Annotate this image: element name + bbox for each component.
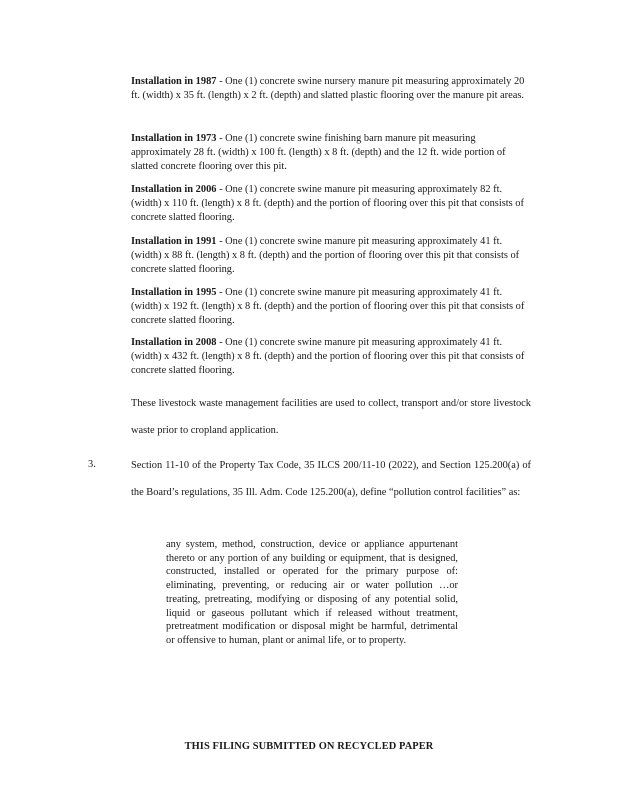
installation-entry-1973 — [131, 132, 531, 175]
installation-description: - One (1) concrete swine manure pit measuring approximately 82 ft. (width) x 110 ft. (length) x 8 ft. (depth) and the portion of flooring over this pit that consists of concrete slatted flooring. — [131, 184, 524, 224]
installation-description: - One (1) concrete swine nursery manure pit measuring approximately 20 ft. (width) x 35 ft. (length) x 2 ft. (depth) and slatted plastic flooring over the manure pit areas. — [131, 76, 525, 102]
installation-entry-1995 — [131, 286, 531, 329]
usage-paragraph: These livestock waste management facilities are used to collect, transport and/or store livestock waste prior to cropland application. — [131, 398, 531, 436]
installation-entry-2006 — [131, 183, 531, 226]
installation-heading: Installation in 2008 — [131, 337, 217, 348]
installation-description: - One (1) concrete swine manure pit measuring approximately 41 ft. (width) x 192 ft. (length) x 8 ft. (depth) and the portion of flooring over this pit that consists of concrete slatted flooring. — [131, 287, 525, 327]
section-paragraph: Section 11-10 of the Property Tax Code, 35 ILCS 200/11-10 (2022), and Section 125.200(a) of the Board’s regulations, 35 Ill. Adm. Code 125.200(a), define “pollution control facilities” as: — [131, 460, 531, 498]
installation-description: - One (1) concrete swine finishing barn manure pit measuring approximately 28 ft. (width) x 100 ft. (length) x 8 ft. (depth) and the 12 ft. wide portion of slatted concrete flooring over this pit. — [131, 133, 506, 173]
installation-entry-2008 — [131, 336, 531, 379]
section-number: 3. — [88, 459, 96, 470]
block-quote: any system, method, construction, device or appliance appurtenant thereto or any portion of any building or equipment, that is designed, constructed, installed or operated for the primary purpose of: eliminating, preventing, or reducing air or water pollution …or treating, pretreating, modifying or disposing of any potential solid, liquid or gaseous pollutant which if released without treatment, pretreatment modification or disposal might be harmful, detrimental or offensive to human, plant or animal life, or to property. — [166, 539, 458, 646]
installation-heading: Installation in 1995 — [131, 287, 217, 298]
installation-heading: Installation in 1973 — [131, 133, 217, 144]
installation-entry-1991 — [131, 235, 531, 278]
installation-description: - One (1) concrete swine manure pit measuring approximately 41 ft. (width) x 88 ft. (length) x 8 ft. (depth) and the portion of flooring over this pit that consists of concrete slatted flooring. — [131, 236, 520, 276]
installation-heading: Installation in 1987 — [131, 76, 217, 87]
installation-heading: Installation in 2006 — [131, 184, 217, 195]
installation-entry-1987 — [131, 75, 531, 103]
installation-heading: Installation in 1991 — [131, 236, 217, 247]
installation-description: - One (1) concrete swine manure pit measuring approximately 41 ft. (width) x 432 ft. (length) x 8 ft. (depth) and the portion of flooring over this pit that consists of concrete slatted flooring. — [131, 337, 525, 377]
page-footer: THIS FILING SUBMITTED ON RECYCLED PAPER — [184, 741, 434, 752]
